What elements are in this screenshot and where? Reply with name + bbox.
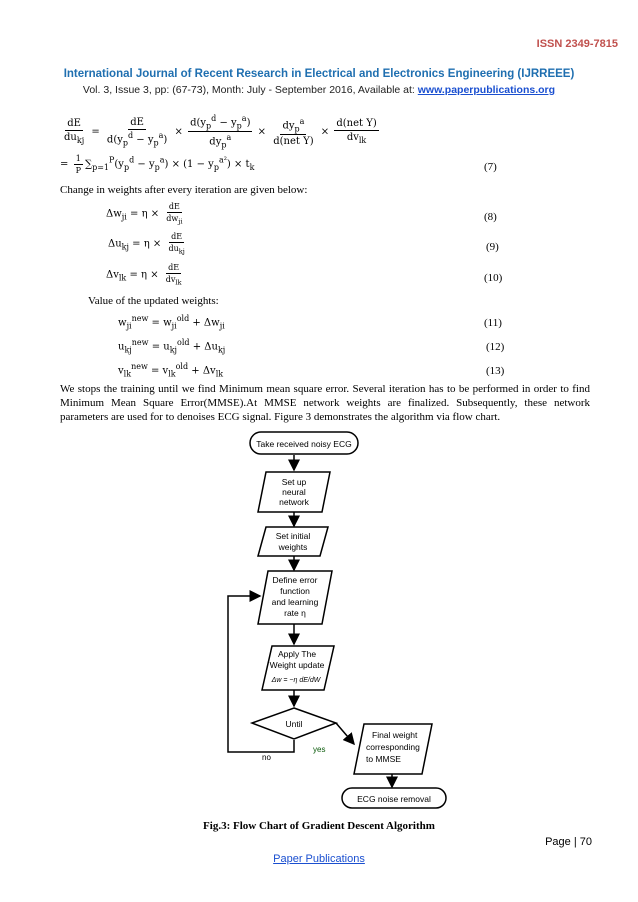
flow-no-label: no — [262, 753, 271, 762]
equation-11: $w_{ji}^{new} = w_{ji}^{old} + \Delta w_{ji}$ — [118, 314, 225, 331]
equation-chain-rule: $\frac{dE}{du_{kj}}$ = $\frac{dE}{d(y_p^d - y_p^a)}$ × $\frac{d(y_p^d - y_p^a)}{dy_p^a}$ × $\frac{dy_p^a}{\text{d(net Y)}}$ × $\frac{\text{d(net Y)}}{dv_{lk}}$ — [64, 114, 377, 150]
flow-weight-update — [262, 646, 334, 690]
flow-update-line2: Weight update — [269, 660, 325, 670]
journal-title: International Journal of Recent Research in Electrical and Electronics Engineering (IJRREEE) — [63, 68, 575, 80]
equation-12-number: (12) — [486, 341, 505, 353]
flow-start — [250, 432, 358, 454]
flow-decision-label: Until — [285, 719, 303, 729]
flow-final-line3: to MMSE — [366, 754, 401, 764]
equation-12: $u_{kj}^{new} = u_{kj}^{old} + \Delta u_{kj}$ — [118, 338, 226, 355]
equation-9: $\Delta u_{kj} = \eta$ × $\frac{dE}{du_{kj}}$ — [108, 232, 185, 256]
flow-weights-line2: weights — [278, 542, 308, 552]
equation-13: $v_{lk}^{new} = v_{lk}^{old} + \Delta v_{lk}$ — [118, 362, 224, 379]
flow-end — [342, 788, 446, 808]
updated-intro: Value of the updated weights: — [88, 295, 219, 307]
flow-final-weight — [354, 724, 432, 774]
flow-setup — [258, 472, 330, 512]
flow-define-error — [258, 571, 332, 624]
flow-error-line3: and learning — [271, 597, 319, 607]
equation-10-number: (10) — [484, 272, 503, 284]
flow-start-label: Take received noisy ECG — [256, 439, 352, 449]
flow-weights-line1: Set initial — [275, 531, 311, 541]
flow-update-line1: Apply The — [277, 649, 317, 659]
flow-initial-weights — [258, 527, 328, 556]
body-paragraph: We stops the training until we find Minimum mean square error. Several iteration has to be performed in order to find Minimum Mean Square Error(MMSE).At MMSE network weights are finalized. Subsequently, these network parameters are used for to denoises ECG signal. Figure 3 demonstrates the algorithm via flow chart. — [60, 383, 590, 423]
equation-10: $\Delta v_{lk} = \eta$ × $\frac{dE}{dv_{lk}}$ — [106, 263, 182, 287]
flow-setup-line2: neural — [282, 487, 306, 497]
issue-text: Vol. 3, Issue 3, pp: (67-73), Month: July - September 2016, Available at: — [82, 84, 418, 96]
flow-update-formula: Δw = −η dE/dW — [271, 677, 321, 684]
flow-error-line1: Define error — [272, 575, 318, 585]
flow-yes-label: yes — [313, 745, 326, 754]
flow-final-line1: Final weight — [372, 730, 418, 740]
arrow-yes — [336, 723, 354, 744]
equation-7-number: (7) — [484, 161, 497, 173]
flow-decision — [252, 708, 336, 739]
flow-end-label: ECG noise removal — [357, 794, 431, 804]
figure-caption: Fig.3: Flow Chart of Gradient Descent Algorithm — [203, 820, 435, 832]
flow-final-line2: corresponding — [366, 742, 420, 752]
equation-7: = $\frac{1}{P}$ $\sum_{p=1}^P(y_p^d - y_p^a) \times (1 - y_p^{a^2}) \times t_k$ — [60, 154, 255, 175]
equation-8: $\Delta w_{ji} = \eta$ × $\frac{dE}{dw_{ji}}$ — [106, 202, 183, 226]
issn-label: ISSN 2349-7815 — [536, 38, 618, 50]
flow-setup-line1: Set up — [281, 477, 307, 487]
equation-13-number: (13) — [486, 365, 505, 377]
change-intro: Change in weights after every iteration are given below: — [60, 184, 308, 196]
publisher-link[interactable]: Paper Publications — [273, 853, 365, 865]
equation-9-number: (9) — [486, 241, 499, 253]
equation-11-number: (11) — [484, 317, 502, 329]
equation-8-number: (8) — [484, 211, 497, 223]
flow-error-line2: function — [280, 586, 310, 596]
journal-url-link[interactable]: www.paperpublications.org — [417, 84, 556, 96]
page-number: Page | 70 — [545, 836, 592, 848]
flow-setup-line3: network — [279, 497, 309, 507]
flow-error-line4: rate η — [284, 608, 306, 618]
